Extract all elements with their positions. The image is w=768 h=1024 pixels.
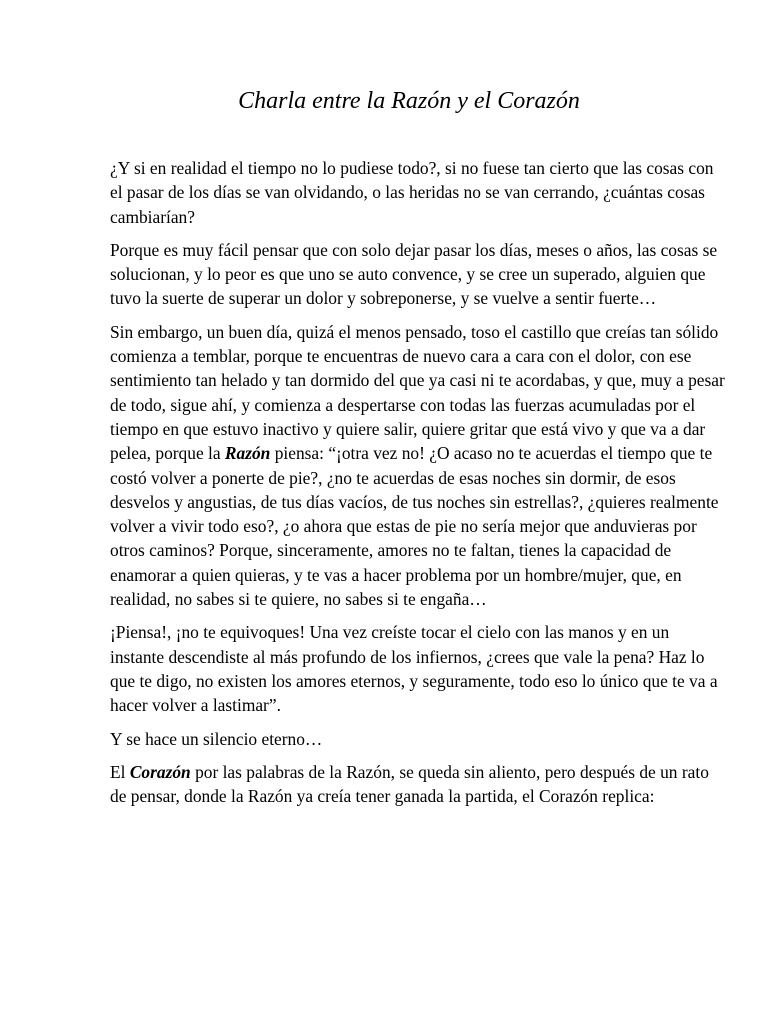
paragraph-5: Y se hace un silencio eterno… [110,728,323,749]
paragraph-4: ¡Piensa!, ¡no te equivoques! Una vez creíste tocar el cielo con las manos y en un instante descendiste al más profundo de los infiernos, ¿crees que vale la pena? Haz lo que te digo, no existen los amores eternos, y seguramente, todo eso lo único que te va a hacer volver a lastimar”. [110,622,718,716]
paragraph-3 [110,320,725,612]
paragraph-3-text-a: Sin embargo, un buen día, quizá el menos pensado, toso el castillo que creías tan sólido comienza a temblar, porque te encuentras de nuevo cara a cara con el dolor, con ese sentimiento tan helado y tan dormido del que ya casi ni te acordabas, y que, muy a pesar de todo, sigue ahí, y comienza a despertarse con todas las fuerzas acumuladas por el tiempo en que estuvo inactivo y quiere salir, quiere gritar que está vivo y que va a dar pelea, porque la [110,321,725,464]
document-title: Charla entre la Razón y el Corazón [238,88,580,114]
paragraph-6-emphasis-corazon: Corazón [129,761,191,782]
paragraph-6 [110,760,725,809]
paragraph-3-emphasis-razon: Razón [224,443,271,464]
document-body [110,156,725,817]
paragraph-6-text-b: por las palabras de la Razón, se queda sin aliento, pero después de un rato de pensar, donde la Razón ya creía tener ganada la partida, el Corazón replica: [110,761,709,807]
paragraph-3-text-b: piensa: “¡otra vez no! ¿O acaso no te acuerdas el tiempo que te costó volver a ponerte de pie?, ¿no te acuerdas de esas noches sin dormir, de esos desvelos y angustias, de tus días vacíos, de tus noches sin estrellas?, ¿quieres realmente volver a vivir todo eso?, ¿o ahora que estas de pie no sería mejor que anduvieras por otros caminos? Porque, sinceramente, amores no te faltan, tienes la capacidad de enamorar a quien quieras, y te vas a hacer problema por un hombre/mujer, que, en realidad, no sabes si te quiere, no sabes si te engaña… [110,443,719,610]
paragraph-6-text-a: El [110,761,130,782]
paragraph-1: ¿Y si en realidad el tiempo no lo pudiese todo?, si no fuese tan cierto que las cosas con el pasar de los días se van olvidando, o las heridas no se van cerrando, ¿cuántas cosas cambiarían? [110,158,714,227]
paragraph-2: Porque es muy fácil pensar que con solo dejar pasar los días, meses o años, las cosas se solucionan, y lo peor es que uno se auto convence, y se cree un superado, alguien que tuvo la suerte de superar un dolor y sobreponerse, y se vuelve a sentir fuerte… [110,239,718,309]
